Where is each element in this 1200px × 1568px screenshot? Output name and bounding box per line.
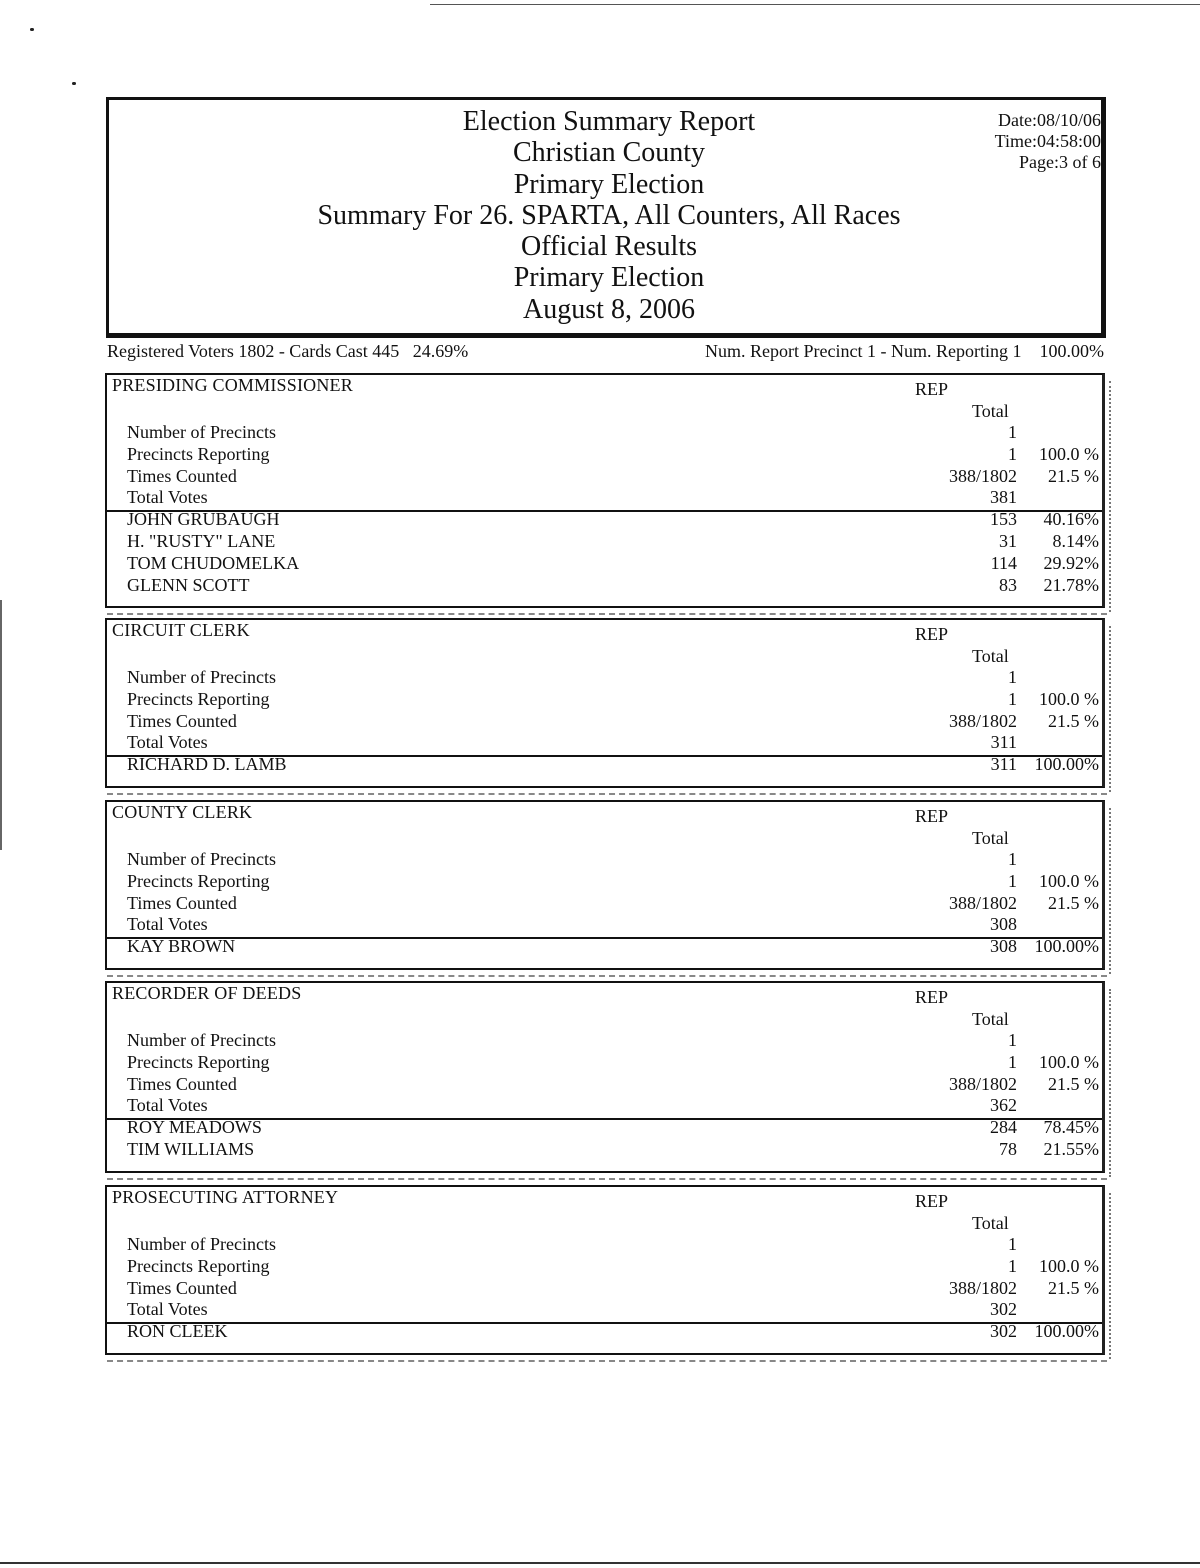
stat-row [107, 667, 1102, 689]
stat-value: 1 [1008, 1030, 1017, 1050]
race-box [105, 373, 1105, 608]
total-column-header: Total [972, 1009, 1009, 1029]
stat-label: Total Votes [127, 914, 208, 935]
county-name: Christian County [512, 137, 706, 169]
stat-label: Times Counted [127, 1073, 237, 1094]
race-title: COUNTY CLERK [112, 802, 253, 822]
stat-label: Number of Precincts [127, 849, 276, 869]
report-date: Date:08/10/06 [998, 110, 1101, 130]
stat-label: Number of Precincts [127, 422, 276, 442]
stat-label: Total Votes [127, 487, 208, 508]
scan-edge-mark [1104, 381, 1111, 612]
stat-value: 1 [1008, 1051, 1017, 1072]
candidate-row [107, 936, 1102, 958]
candidate-votes: 302 [990, 1321, 1017, 1342]
stat-percent: 21.5 % [1048, 465, 1099, 486]
candidate-name: KAY BROWN [127, 936, 236, 957]
candidate-votes: 153 [990, 509, 1017, 530]
stat-percent: 100.0 % [1039, 688, 1099, 709]
race-box [105, 618, 1105, 788]
stat-row [107, 711, 1102, 733]
precincts-reporting-text: Num. Report Precinct 1 - Num. Reporting 1 100.00% [705, 341, 1104, 361]
stat-row [107, 689, 1102, 711]
total-column-header: Total [972, 646, 1009, 666]
race-box [105, 981, 1105, 1173]
total-column-header: Total [972, 1213, 1009, 1233]
stat-label: Times Counted [127, 1277, 237, 1298]
candidate-row [107, 1321, 1102, 1343]
race-box [105, 1185, 1105, 1355]
stat-percent: 21.5 % [1048, 892, 1099, 913]
party-label: REP [915, 987, 949, 1007]
stat-label: Times Counted [127, 465, 237, 486]
scan-speck [72, 82, 76, 85]
race-box [105, 800, 1105, 970]
report-title: Election Summary Report [462, 106, 756, 137]
stat-percent: 100.0 % [1039, 443, 1099, 464]
stat-percent: 21.5 % [1048, 710, 1099, 731]
candidate-row [107, 1117, 1102, 1139]
candidate-row [107, 531, 1102, 553]
candidate-name: GLENN SCOTT [127, 574, 250, 595]
scan-artifact-left [0, 600, 2, 850]
registered-voters-text: Registered Voters 1802 - Cards Cast 445 24.69% [107, 341, 469, 361]
stat-label: Total Votes [127, 1299, 208, 1320]
stat-row [107, 914, 1102, 936]
stat-value: 311 [990, 732, 1017, 753]
scan-shadow-line [107, 1356, 1107, 1362]
candidate-votes: 311 [990, 754, 1017, 775]
candidate-row [107, 1139, 1102, 1161]
scan-shadow-line [107, 1174, 1107, 1180]
stat-row [107, 466, 1102, 488]
party-label: REP [915, 624, 949, 644]
candidate-name: JOHN GRUBAUGH [127, 509, 280, 530]
candidate-percent: 21.78% [1043, 574, 1099, 595]
scan-shadow-line [107, 971, 1107, 977]
candidate-votes: 78 [999, 1139, 1017, 1159]
candidate-row [107, 575, 1102, 597]
report-meta [995, 110, 1101, 173]
stat-row [107, 1074, 1102, 1096]
candidate-name: RICHARD D. LAMB [127, 754, 287, 775]
candidate-votes: 31 [999, 531, 1017, 551]
stat-percent: 21.5 % [1048, 1073, 1099, 1094]
report-page: Page:3 of 6 [1019, 152, 1101, 172]
stat-row [107, 732, 1102, 754]
stat-row [107, 444, 1102, 466]
candidate-percent: 100.00% [1034, 754, 1099, 775]
stat-row [107, 871, 1102, 893]
summary-scope: Summary For 26. SPARTA, All Counters, All Races [317, 199, 901, 231]
stat-value: 1 [1008, 849, 1017, 869]
stat-row [107, 1256, 1102, 1278]
stat-label: Precincts Reporting [127, 688, 270, 709]
stat-value: 388/1802 [948, 465, 1017, 486]
total-column-header: Total [972, 828, 1009, 848]
scan-edge-mark [1104, 626, 1111, 792]
scan-edge-mark [1104, 808, 1111, 974]
stat-label: Number of Precincts [127, 1234, 276, 1254]
candidate-votes: 308 [990, 936, 1017, 957]
candidate-percent: 78.45% [1043, 1117, 1099, 1138]
stat-row [107, 422, 1102, 444]
report-title-block [109, 106, 1109, 325]
candidate-name: H. "RUSTY" LANE [127, 531, 276, 551]
candidate-percent: 40.16% [1043, 509, 1099, 530]
stat-label: Times Counted [127, 710, 237, 731]
stat-value: 1 [1008, 422, 1017, 442]
candidate-name: RON CLEEK [127, 1321, 228, 1342]
scan-shadow-line [107, 609, 1107, 615]
candidate-name: ROY MEADOWS [127, 1117, 262, 1138]
stat-value: 388/1802 [948, 1073, 1017, 1094]
stat-value: 1 [1008, 1255, 1017, 1276]
turnout-summary [107, 341, 1104, 365]
election-name: Primary Election [513, 168, 705, 200]
stat-row [107, 1095, 1102, 1117]
stat-value: 388/1802 [948, 710, 1017, 731]
report-header [106, 97, 1106, 338]
stat-row [107, 1278, 1102, 1300]
candidate-votes: 83 [999, 574, 1017, 595]
stat-percent: 100.0 % [1039, 1255, 1099, 1276]
stat-label: Precincts Reporting [127, 1255, 270, 1276]
stat-value: 362 [990, 1095, 1017, 1116]
stat-label: Number of Precincts [127, 667, 276, 687]
party-label: REP [915, 806, 949, 826]
stat-value: 308 [990, 914, 1017, 935]
candidate-percent: 8.14% [1052, 531, 1099, 551]
candidate-row [107, 509, 1102, 531]
stat-value: 388/1802 [948, 892, 1017, 913]
race-title: PRESIDING COMMISSIONER [112, 375, 353, 395]
candidate-percent: 100.00% [1034, 936, 1099, 957]
election-name-2: Primary Election [513, 262, 705, 294]
party-label: REP [915, 1191, 949, 1211]
report-time: Time:04:58:00 [994, 131, 1101, 151]
candidate-row [107, 553, 1102, 575]
stat-row [107, 1052, 1102, 1074]
stat-label: Total Votes [127, 732, 208, 753]
candidate-name: TOM CHUDOMELKA [127, 552, 300, 573]
stat-row [107, 1299, 1102, 1321]
race-title: RECORDER OF DEEDS [112, 983, 302, 1003]
candidate-percent: 29.92% [1043, 552, 1099, 573]
stat-label: Precincts Reporting [127, 870, 270, 891]
candidate-votes: 284 [990, 1117, 1017, 1138]
scan-edge-mark [1104, 989, 1111, 1177]
stat-percent: 100.0 % [1039, 1051, 1099, 1072]
stat-label: Total Votes [127, 1095, 208, 1116]
stat-row [107, 893, 1102, 915]
stat-row [107, 849, 1102, 871]
party-label: REP [915, 379, 949, 399]
scan-artifact-bottom [0, 1562, 1200, 1564]
stat-value: 1 [1008, 667, 1017, 687]
stat-label: Number of Precincts [127, 1030, 276, 1050]
race-title: PROSECUTING ATTORNEY [112, 1187, 339, 1207]
candidate-name: TIM WILLIAMS [127, 1139, 255, 1159]
candidate-percent: 21.55% [1043, 1139, 1099, 1159]
stat-label: Precincts Reporting [127, 443, 270, 464]
results-status: Official Results [520, 231, 697, 263]
election-date: August 8, 2006 [523, 293, 695, 325]
stat-label: Precincts Reporting [127, 1051, 270, 1072]
stat-value: 381 [990, 487, 1017, 508]
candidate-votes: 114 [990, 552, 1017, 573]
candidate-percent: 100.00% [1034, 1321, 1099, 1342]
scan-artifact-top [430, 4, 1200, 5]
stat-label: Times Counted [127, 892, 237, 913]
stat-value: 1 [1008, 870, 1017, 891]
scan-shadow-line [107, 789, 1107, 795]
stat-value: 1 [1008, 443, 1017, 464]
stat-percent: 100.0 % [1039, 870, 1099, 891]
stat-row [107, 1234, 1102, 1256]
stat-value: 388/1802 [948, 1277, 1017, 1298]
stat-row [107, 487, 1102, 509]
stat-value: 1 [1008, 688, 1017, 709]
scan-edge-mark [1104, 1193, 1111, 1359]
stat-value: 1 [1008, 1234, 1017, 1254]
stat-value: 302 [990, 1299, 1017, 1320]
stat-percent: 21.5 % [1048, 1277, 1099, 1298]
candidate-row [107, 754, 1102, 776]
stat-row [107, 1030, 1102, 1052]
total-column-header: Total [972, 401, 1009, 421]
race-title: CIRCUIT CLERK [112, 620, 250, 640]
scan-speck [30, 28, 34, 31]
